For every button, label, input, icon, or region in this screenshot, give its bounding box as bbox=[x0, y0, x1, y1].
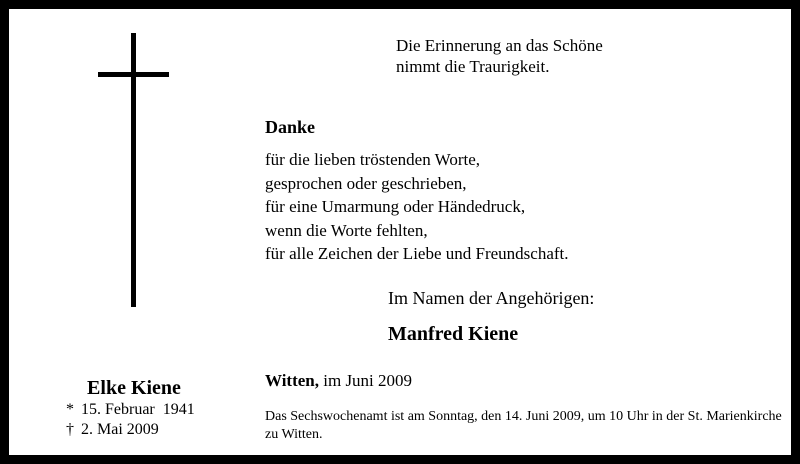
life-dates bbox=[49, 400, 219, 440]
death-cross-icon: † bbox=[66, 421, 74, 438]
death-date: 2. Mai 2009 bbox=[81, 421, 159, 438]
death-line bbox=[63, 420, 219, 440]
birth-line bbox=[63, 400, 219, 420]
signatory-name: Manfred Kiene bbox=[388, 323, 519, 345]
cross-horizontal-bar bbox=[98, 72, 169, 77]
thanks-text bbox=[265, 148, 569, 266]
thanks-line: für alle Zeichen der Liebe und Freundschaft. bbox=[265, 244, 569, 263]
date: im Juni 2009 bbox=[323, 371, 413, 390]
thanks-line: wenn die Worte fehlten, bbox=[265, 220, 428, 240]
deceased-block bbox=[49, 377, 219, 440]
on-behalf-text: Im Namen der Angehörigen: bbox=[388, 288, 595, 308]
quote bbox=[396, 35, 603, 77]
quote-line: Die Erinnerung an das Schöne bbox=[396, 36, 603, 55]
thanks-heading: Danke bbox=[265, 117, 316, 137]
obituary-card bbox=[9, 9, 791, 455]
memorial-notice: Das Sechswochenamt ist am Sonntag, den 14. Juni 2009, um 10 Uhr in der St. Marienkirche zu Witten. bbox=[265, 409, 782, 442]
thanks-line: für die lieben tröstenden Worte, bbox=[265, 150, 480, 169]
birth-date: 15. Februar 1941 bbox=[81, 401, 195, 418]
place-date bbox=[265, 371, 412, 391]
thanks-line: für eine Umarmung oder Händedruck, bbox=[265, 197, 526, 216]
quote-line: nimmt die Traurigkeit. bbox=[396, 57, 550, 76]
thanks-line: gesprochen oder geschrieben, bbox=[265, 173, 467, 193]
place: Witten, bbox=[265, 371, 319, 390]
deceased-name: Elke Kiene bbox=[87, 377, 181, 399]
birth-star-icon: * bbox=[66, 401, 74, 418]
